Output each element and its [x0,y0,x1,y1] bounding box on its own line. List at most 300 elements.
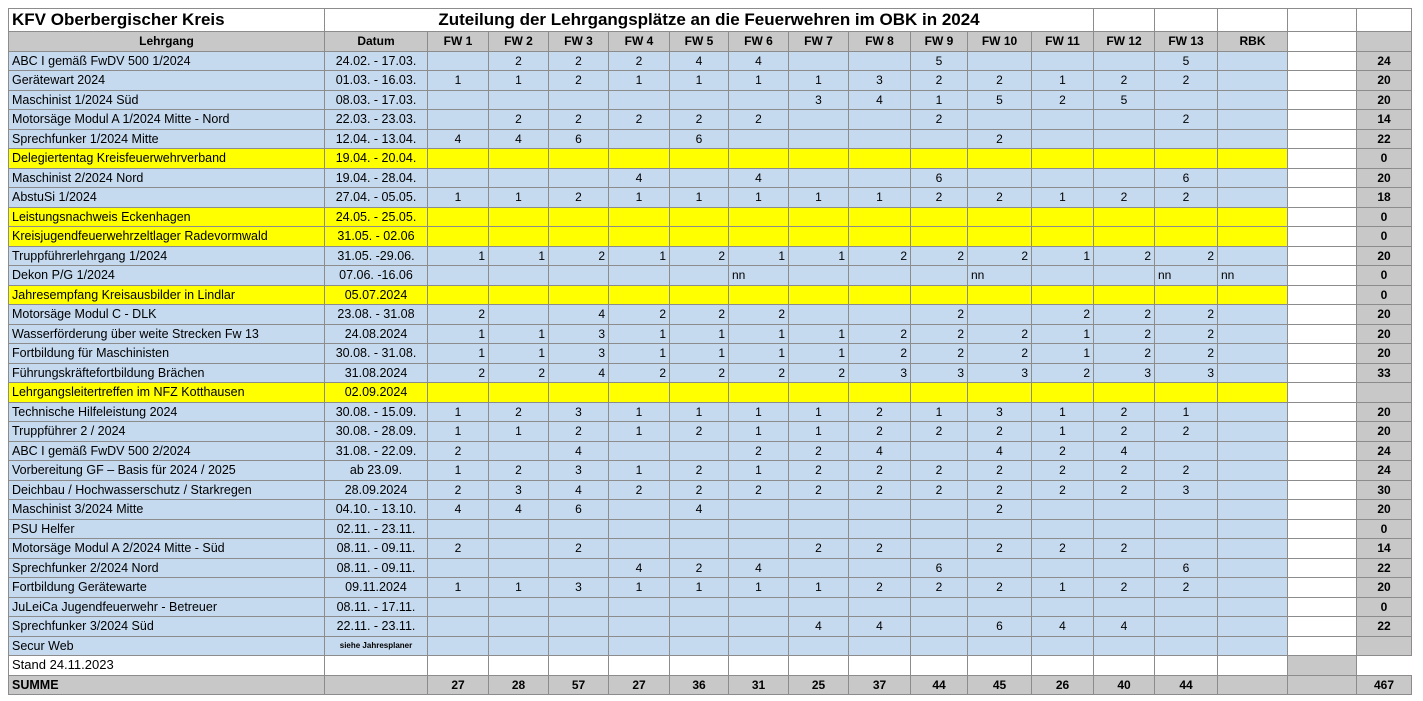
allocation-cell[interactable]: 4 [670,51,729,71]
allocation-cell[interactable] [609,149,670,169]
allocation-cell[interactable] [1032,168,1094,188]
allocation-cell[interactable]: 6 [1155,558,1218,578]
row-total-cell[interactable]: 20 [1357,246,1412,266]
allocation-cell[interactable] [849,285,911,305]
allocation-cell[interactable]: 3 [1155,480,1218,500]
allocation-cell[interactable] [911,597,968,617]
allocation-cell[interactable] [789,51,849,71]
row-total-cell[interactable]: 20 [1357,578,1412,598]
allocation-cell[interactable]: 2 [729,363,789,383]
row-total-cell[interactable]: 20 [1357,71,1412,91]
allocation-cell[interactable] [1218,636,1288,656]
allocation-cell[interactable]: 1 [729,246,789,266]
allocation-cell[interactable]: 2 [911,110,968,130]
row-total-cell[interactable]: 30 [1357,480,1412,500]
allocation-cell[interactable]: 1 [789,402,849,422]
allocation-cell[interactable]: 2 [1094,578,1155,598]
allocation-cell[interactable] [1288,383,1357,403]
row-total-cell[interactable]: 22 [1357,558,1412,578]
allocation-cell[interactable]: 2 [670,558,729,578]
allocation-cell[interactable] [1218,461,1288,481]
sum-label[interactable]: SUMME [9,675,325,695]
allocation-cell[interactable]: 3 [489,480,549,500]
header-col-2[interactable]: FW 2 [489,32,549,52]
allocation-cell[interactable]: 2 [849,324,911,344]
allocation-cell[interactable]: 2 [968,129,1032,149]
allocation-cell[interactable]: 2 [1032,90,1094,110]
allocation-cell[interactable] [670,285,729,305]
allocation-cell[interactable]: 1 [729,402,789,422]
header-col-11[interactable]: FW 11 [1032,32,1094,52]
allocation-cell[interactable]: 2 [489,363,549,383]
allocation-cell[interactable] [849,51,911,71]
allocation-cell[interactable] [489,597,549,617]
course-name-cell[interactable]: Maschinist 2/2024 Nord [9,168,325,188]
allocation-cell[interactable]: 2 [1094,344,1155,364]
date-cell[interactable]: 02.09.2024 [325,383,428,403]
empty-cell[interactable] [670,656,729,676]
sum-cell[interactable]: 45 [968,675,1032,695]
allocation-cell[interactable]: 1 [789,71,849,91]
sum-cell[interactable]: 26 [1032,675,1094,695]
grand-total-cell[interactable]: 467 [1357,675,1412,695]
course-name-cell[interactable]: Sprechfunker 3/2024 Süd [9,617,325,637]
allocation-cell[interactable] [428,383,489,403]
allocation-cell[interactable]: 1 [670,344,729,364]
allocation-cell[interactable]: 5 [968,90,1032,110]
allocation-cell[interactable]: 1 [729,344,789,364]
row-total-cell[interactable]: 0 [1357,519,1412,539]
allocation-cell[interactable] [968,51,1032,71]
allocation-cell[interactable] [1032,110,1094,130]
allocation-cell[interactable] [911,227,968,247]
row-total-cell[interactable]: 0 [1357,227,1412,247]
allocation-cell[interactable] [1032,500,1094,520]
allocation-cell[interactable]: 2 [1155,246,1218,266]
date-cell[interactable]: 05.07.2024 [325,285,428,305]
allocation-cell[interactable]: 2 [609,110,670,130]
course-name-cell[interactable]: Motorsäge Modul A 2/2024 Mitte - Süd [9,539,325,559]
allocation-cell[interactable]: 2 [1032,305,1094,325]
allocation-cell[interactable]: 2 [968,480,1032,500]
empty-cell[interactable] [325,656,428,676]
course-name-cell[interactable]: Kreisjugendfeuerwehrzeltlager Radevormwald [9,227,325,247]
course-name-cell[interactable]: Delegiertentag Kreisfeuerwehrverband [9,149,325,169]
allocation-cell[interactable] [609,500,670,520]
allocation-cell[interactable] [729,285,789,305]
allocation-cell[interactable] [968,207,1032,227]
allocation-cell[interactable] [849,636,911,656]
empty-cell[interactable] [911,656,968,676]
date-cell[interactable]: 24.05. - 25.05. [325,207,428,227]
sum-cell[interactable]: 28 [489,675,549,695]
allocation-cell[interactable] [789,285,849,305]
allocation-cell[interactable] [789,305,849,325]
allocation-cell[interactable] [1155,519,1218,539]
course-name-cell[interactable]: Truppführerlehrgang 1/2024 [9,246,325,266]
course-name-cell[interactable]: Secur Web [9,636,325,656]
date-cell[interactable]: 08.11. - 17.11. [325,597,428,617]
allocation-cell[interactable]: 2 [911,461,968,481]
allocation-cell[interactable] [670,597,729,617]
allocation-cell[interactable]: 2 [428,539,489,559]
allocation-cell[interactable] [489,266,549,286]
date-cell[interactable]: 23.08. - 31.08 [325,305,428,325]
header-col-15[interactable] [1288,32,1357,52]
allocation-cell[interactable] [911,266,968,286]
allocation-cell[interactable] [968,149,1032,169]
header-date[interactable]: Datum [325,32,428,52]
allocation-cell[interactable] [1288,51,1357,71]
allocation-cell[interactable]: 1 [609,71,670,91]
allocation-cell[interactable] [549,149,609,169]
allocation-cell[interactable]: 2 [789,539,849,559]
allocation-cell[interactable] [1094,51,1155,71]
sum-cell[interactable]: 40 [1094,675,1155,695]
allocation-cell[interactable]: 1 [609,324,670,344]
allocation-cell[interactable] [849,266,911,286]
allocation-cell[interactable]: 1 [911,90,968,110]
allocation-cell[interactable] [968,168,1032,188]
allocation-cell[interactable]: 2 [549,51,609,71]
course-name-cell[interactable]: Fortbildung für Maschinisten [9,344,325,364]
allocation-cell[interactable] [1094,383,1155,403]
allocation-cell[interactable]: 6 [911,168,968,188]
allocation-cell[interactable]: 2 [670,305,729,325]
allocation-cell[interactable]: 1 [1155,402,1218,422]
date-cell[interactable]: 19.04. - 20.04. [325,149,428,169]
allocation-cell[interactable]: 2 [1094,71,1155,91]
allocation-cell[interactable]: 2 [911,344,968,364]
allocation-cell[interactable] [1155,441,1218,461]
allocation-cell[interactable] [789,207,849,227]
allocation-cell[interactable] [1288,519,1357,539]
row-total-cell[interactable]: 18 [1357,188,1412,208]
allocation-cell[interactable] [549,636,609,656]
allocation-cell[interactable] [1218,344,1288,364]
allocation-cell[interactable]: 2 [489,402,549,422]
allocation-cell[interactable]: 2 [428,441,489,461]
empty-cell[interactable] [789,656,849,676]
row-total-cell[interactable]: 20 [1357,324,1412,344]
allocation-cell[interactable] [849,383,911,403]
allocation-cell[interactable]: 3 [911,363,968,383]
course-name-cell[interactable]: Jahresempfang Kreisausbilder in Lindlar [9,285,325,305]
allocation-cell[interactable] [849,110,911,130]
allocation-cell[interactable] [1094,519,1155,539]
header-col-13[interactable]: FW 13 [1155,32,1218,52]
allocation-cell[interactable]: 4 [729,558,789,578]
allocation-cell[interactable] [789,597,849,617]
allocation-cell[interactable]: 3 [849,363,911,383]
course-name-cell[interactable]: Sprechfunker 1/2024 Mitte [9,129,325,149]
allocation-cell[interactable]: 4 [968,441,1032,461]
allocation-cell[interactable] [911,636,968,656]
allocation-cell[interactable]: 1 [789,422,849,442]
allocation-cell[interactable]: 3 [849,71,911,91]
allocation-cell[interactable]: 2 [1094,539,1155,559]
allocation-cell[interactable]: 1 [1032,324,1094,344]
allocation-cell[interactable] [670,519,729,539]
allocation-cell[interactable] [1155,90,1218,110]
allocation-cell[interactable] [428,285,489,305]
date-cell[interactable]: 12.04. - 13.04. [325,129,428,149]
allocation-cell[interactable] [1218,578,1288,598]
allocation-cell[interactable] [1032,51,1094,71]
allocation-cell[interactable]: 2 [968,500,1032,520]
allocation-cell[interactable]: 3 [968,363,1032,383]
allocation-cell[interactable]: 4 [549,480,609,500]
allocation-cell[interactable]: 2 [1032,441,1094,461]
allocation-cell[interactable]: 4 [489,500,549,520]
allocation-cell[interactable] [968,383,1032,403]
allocation-cell[interactable] [1218,168,1288,188]
allocation-cell[interactable]: 4 [549,363,609,383]
allocation-cell[interactable] [1218,207,1288,227]
course-name-cell[interactable]: Führungskräftefortbildung Brächen [9,363,325,383]
allocation-cell[interactable] [609,441,670,461]
course-name-cell[interactable]: Leistungsnachweis Eckenhagen [9,207,325,227]
allocation-cell[interactable] [849,168,911,188]
allocation-cell[interactable] [1094,110,1155,130]
allocation-cell[interactable] [489,227,549,247]
allocation-cell[interactable] [911,441,968,461]
row-total-cell[interactable]: 14 [1357,539,1412,559]
allocation-cell[interactable] [1288,539,1357,559]
date-cell[interactable]: 27.04. - 05.05. [325,188,428,208]
allocation-cell[interactable] [789,558,849,578]
header-col-7[interactable]: FW 7 [789,32,849,52]
allocation-cell[interactable] [968,110,1032,130]
allocation-cell[interactable] [670,207,729,227]
empty-cell[interactable] [1288,9,1357,32]
allocation-cell[interactable] [549,519,609,539]
allocation-cell[interactable] [1288,344,1357,364]
allocation-cell[interactable] [729,149,789,169]
date-cell[interactable]: siehe Jahresplaner [325,636,428,656]
row-total-cell[interactable]: 20 [1357,422,1412,442]
allocation-cell[interactable] [609,129,670,149]
allocation-cell[interactable] [1288,558,1357,578]
allocation-cell[interactable] [1094,597,1155,617]
allocation-cell[interactable] [1288,188,1357,208]
allocation-cell[interactable]: 2 [911,246,968,266]
date-cell[interactable]: 09.11.2024 [325,578,428,598]
allocation-cell[interactable] [1094,227,1155,247]
allocation-cell[interactable] [1288,480,1357,500]
allocation-cell[interactable] [428,51,489,71]
allocation-cell[interactable] [1218,149,1288,169]
allocation-cell[interactable] [729,90,789,110]
course-name-cell[interactable]: Motorsäge Modul C - DLK [9,305,325,325]
allocation-cell[interactable] [1094,636,1155,656]
allocation-cell[interactable]: 1 [911,402,968,422]
allocation-cell[interactable]: 2 [489,110,549,130]
allocation-cell[interactable] [428,558,489,578]
header-col-14[interactable]: RBK [1218,32,1288,52]
allocation-cell[interactable] [968,636,1032,656]
allocation-cell[interactable]: 2 [1094,422,1155,442]
allocation-cell[interactable]: 6 [1155,168,1218,188]
date-cell[interactable]: 30.08. - 31.08. [325,344,428,364]
course-name-cell[interactable]: Technische Hilfeleistung 2024 [9,402,325,422]
allocation-cell[interactable] [1288,500,1357,520]
allocation-cell[interactable]: 1 [609,422,670,442]
sum-cell[interactable]: 57 [549,675,609,695]
row-total-cell[interactable]: 0 [1357,149,1412,169]
allocation-cell[interactable]: 2 [849,539,911,559]
allocation-cell[interactable] [1218,441,1288,461]
date-cell[interactable]: 24.02. - 17.03. [325,51,428,71]
allocation-cell[interactable] [1288,207,1357,227]
allocation-cell[interactable] [1155,285,1218,305]
allocation-cell[interactable] [729,207,789,227]
allocation-cell[interactable] [609,597,670,617]
allocation-cell[interactable]: 2 [1094,324,1155,344]
allocation-cell[interactable]: 1 [1032,344,1094,364]
allocation-cell[interactable] [428,266,489,286]
allocation-cell[interactable] [428,227,489,247]
allocation-cell[interactable] [549,168,609,188]
allocation-cell[interactable]: 2 [911,578,968,598]
allocation-cell[interactable]: 2 [849,344,911,364]
empty-cell[interactable] [1155,656,1218,676]
allocation-cell[interactable] [428,90,489,110]
row-total-cell[interactable]: 24 [1357,461,1412,481]
allocation-cell[interactable] [1288,617,1357,637]
allocation-cell[interactable] [789,383,849,403]
allocation-cell[interactable]: 1 [609,246,670,266]
allocation-cell[interactable] [789,149,849,169]
allocation-cell[interactable]: 3 [968,402,1032,422]
course-name-cell[interactable]: Maschinist 3/2024 Mitte [9,500,325,520]
date-cell[interactable]: 19.04. - 28.04. [325,168,428,188]
allocation-cell[interactable] [489,207,549,227]
date-cell[interactable]: 22.03. - 23.03. [325,110,428,130]
allocation-cell[interactable]: 2 [1094,402,1155,422]
allocation-cell[interactable]: 2 [968,344,1032,364]
allocation-cell[interactable]: 5 [1155,51,1218,71]
allocation-cell[interactable] [789,129,849,149]
allocation-cell[interactable]: 3 [549,344,609,364]
allocation-cell[interactable]: 5 [1094,90,1155,110]
date-cell[interactable]: 30.08. - 15.09. [325,402,428,422]
allocation-cell[interactable]: 5 [911,51,968,71]
course-name-cell[interactable]: Motorsäge Modul A 1/2024 Mitte - Nord [9,110,325,130]
allocation-cell[interactable]: 2 [489,461,549,481]
allocation-cell[interactable]: 2 [549,539,609,559]
allocation-cell[interactable]: 2 [670,110,729,130]
sum-cell[interactable]: 37 [849,675,911,695]
sum-cell[interactable]: 27 [609,675,670,695]
date-cell[interactable]: 08.11. - 09.11. [325,539,428,559]
allocation-cell[interactable]: 1 [428,71,489,91]
allocation-cell[interactable] [1032,227,1094,247]
allocation-cell[interactable] [489,441,549,461]
allocation-cell[interactable] [1288,324,1357,344]
allocation-cell[interactable]: 1 [789,324,849,344]
allocation-cell[interactable]: 2 [849,402,911,422]
allocation-cell[interactable] [1032,149,1094,169]
allocation-cell[interactable] [609,539,670,559]
allocation-cell[interactable]: 2 [911,324,968,344]
allocation-cell[interactable]: 1 [489,71,549,91]
allocation-cell[interactable] [789,519,849,539]
allocation-cell[interactable] [1218,71,1288,91]
date-cell[interactable]: 04.10. - 13.10. [325,500,428,520]
allocation-cell[interactable] [489,558,549,578]
allocation-cell[interactable] [609,636,670,656]
allocation-cell[interactable] [670,149,729,169]
allocation-cell[interactable]: 2 [489,51,549,71]
allocation-cell[interactable]: 4 [729,51,789,71]
allocation-cell[interactable]: 4 [428,500,489,520]
allocation-cell[interactable]: 1 [729,461,789,481]
allocation-cell[interactable] [849,597,911,617]
allocation-cell[interactable] [549,90,609,110]
allocation-cell[interactable]: 1 [609,188,670,208]
allocation-cell[interactable]: 2 [911,422,968,442]
allocation-cell[interactable]: nn [1218,266,1288,286]
allocation-cell[interactable] [789,227,849,247]
allocation-cell[interactable] [968,227,1032,247]
allocation-cell[interactable] [1218,519,1288,539]
row-total-cell[interactable]: 0 [1357,266,1412,286]
allocation-cell[interactable]: 2 [1155,324,1218,344]
course-name-cell[interactable]: AbstuSi 1/2024 [9,188,325,208]
allocation-cell[interactable] [1218,363,1288,383]
allocation-cell[interactable]: 1 [609,402,670,422]
allocation-cell[interactable] [1155,149,1218,169]
allocation-cell[interactable]: 3 [1094,363,1155,383]
course-name-cell[interactable]: Maschinist 1/2024 Süd [9,90,325,110]
allocation-cell[interactable]: 2 [1094,188,1155,208]
allocation-cell[interactable]: 1 [489,578,549,598]
allocation-cell[interactable] [849,558,911,578]
empty-cell[interactable] [1155,9,1218,32]
allocation-cell[interactable] [911,617,968,637]
allocation-cell[interactable]: 1 [670,578,729,598]
allocation-cell[interactable]: 4 [849,441,911,461]
allocation-cell[interactable]: 1 [428,188,489,208]
allocation-cell[interactable]: 2 [968,246,1032,266]
allocation-cell[interactable] [428,110,489,130]
row-total-cell[interactable]: 22 [1357,617,1412,637]
allocation-cell[interactable] [428,207,489,227]
allocation-cell[interactable] [609,617,670,637]
sum-cell[interactable]: 36 [670,675,729,695]
sum-cell[interactable]: 31 [729,675,789,695]
allocation-cell[interactable]: 1 [729,578,789,598]
row-total-cell[interactable] [1357,383,1412,403]
allocation-cell[interactable] [609,266,670,286]
allocation-cell[interactable]: 2 [549,422,609,442]
allocation-cell[interactable]: 2 [789,363,849,383]
allocation-cell[interactable]: 4 [789,617,849,637]
allocation-cell[interactable]: 2 [968,324,1032,344]
allocation-cell[interactable]: 4 [489,129,549,149]
allocation-cell[interactable] [729,636,789,656]
allocation-cell[interactable] [1218,324,1288,344]
allocation-cell[interactable] [1155,597,1218,617]
allocation-cell[interactable] [489,149,549,169]
allocation-cell[interactable]: 2 [549,246,609,266]
allocation-cell[interactable]: 6 [911,558,968,578]
allocation-cell[interactable]: 3 [549,461,609,481]
row-total-cell[interactable]: 20 [1357,500,1412,520]
allocation-cell[interactable] [1218,90,1288,110]
allocation-cell[interactable]: 2 [670,480,729,500]
